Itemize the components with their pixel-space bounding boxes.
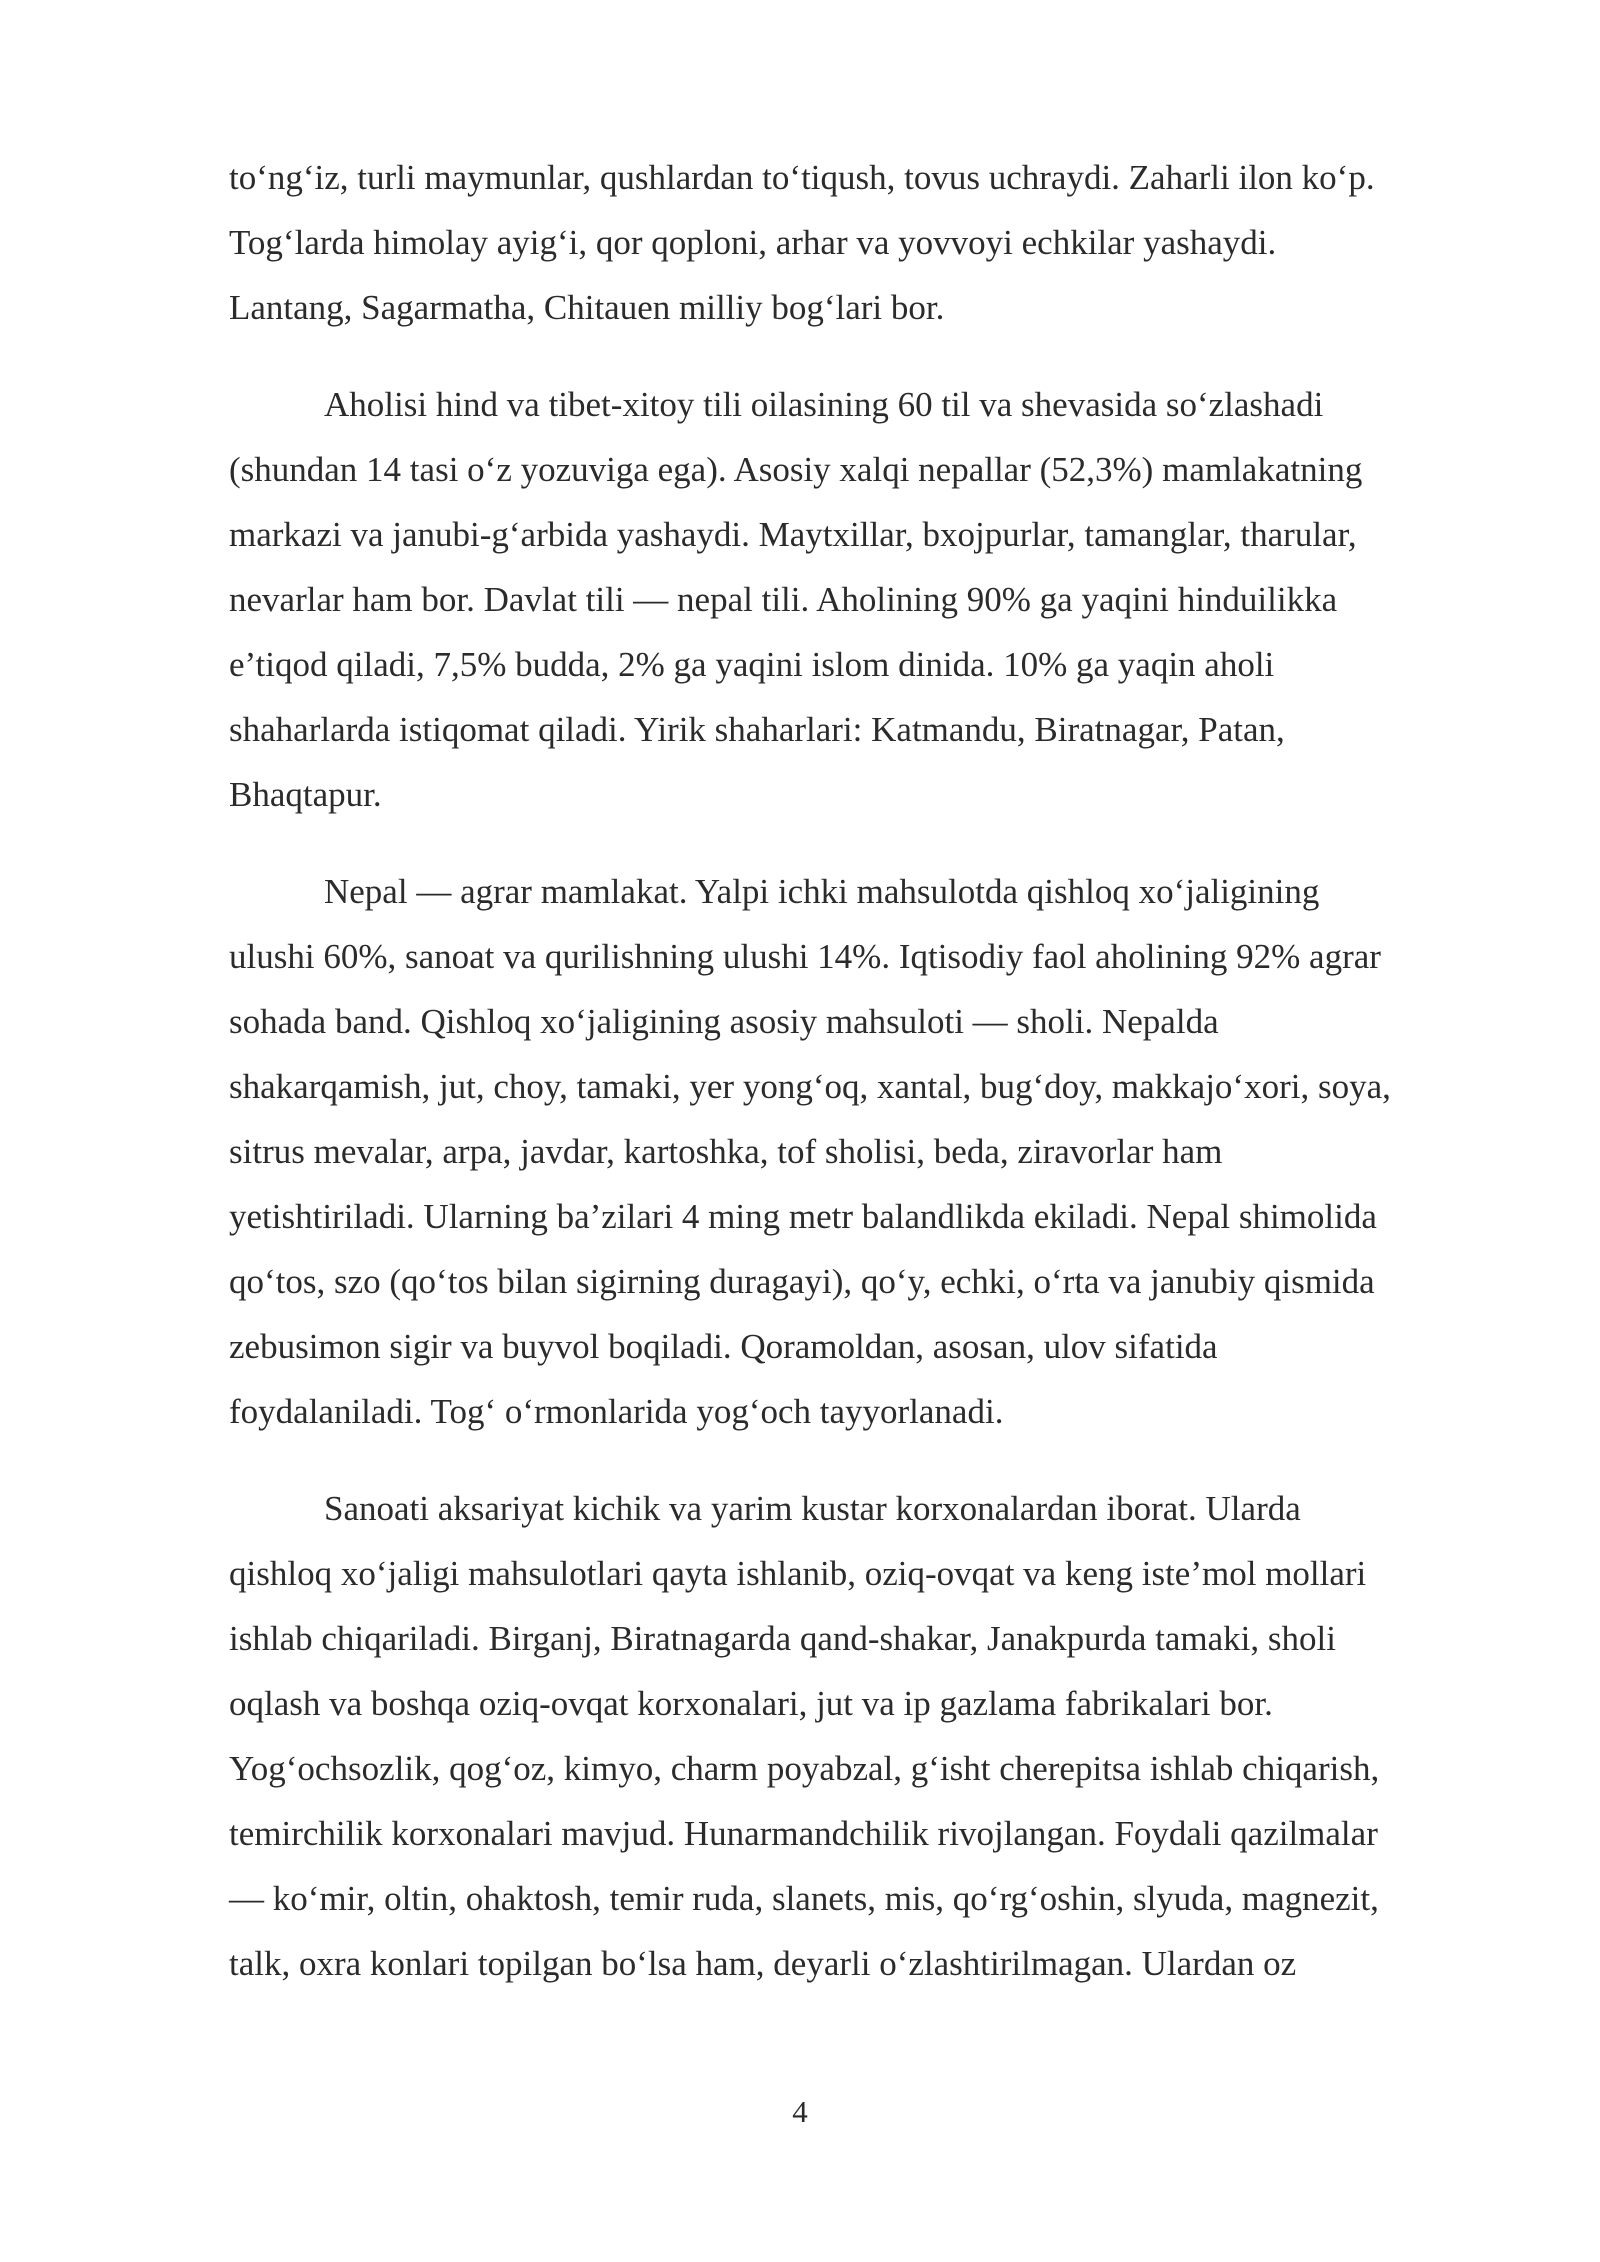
text-line: markazi va janubi-g‘arbida yashaydi. Maytxillar, bxojpurlar, tamanglar, tharular, [229, 515, 1357, 554]
text-line: shakarqamish, jut, choy, tamaki, yer yong‘oq, xantal, bug‘doy, makkajo‘xori, soya, [229, 1067, 1391, 1106]
text-line: Lantang, Sagarmatha, Chitauen milliy bog‘lari bor. [229, 288, 945, 327]
text-line: qo‘tos, szo (qo‘tos bilan sigirning duragayi), qo‘y, echki, o‘rta va janubiy qismida [229, 1262, 1375, 1301]
text-line: Yog‘ochsozlik, qog‘oz, kimyo, charm poyabzal, g‘isht cherepitsa ishlab chiqarish, [229, 1749, 1380, 1788]
text-line: yetishtiriladi. Ularning ba’zilari 4 ming metr balandlikda ekiladi. Nepal shimolida [229, 1197, 1377, 1236]
text-line: zebusimon sigir va buyvol boqiladi. Qoramoldan, asosan, ulov sifatida [229, 1327, 1218, 1366]
text-line: shaharlarda istiqomat qiladi. Yirik shaharlari: Katmandu, Biratnagar, Patan, [229, 710, 1285, 749]
paragraph [229, 145, 1529, 340]
text-line: nevarlar ham bor. Davlat tili — nepal tili. Aholining 90% ga yaqini hinduilikka [229, 580, 1338, 619]
text-line: qishloq xo‘jaligi mahsulotlari qayta ishlanib, oziq-ovqat va keng iste’mol mollari [229, 1554, 1367, 1593]
text-line: to‘ng‘iz, turli maymunlar, qushlardan to‘tiqush, tovus uchraydi. Zaharli ilon ko‘p. [229, 158, 1375, 197]
text-line: Bhaqtapur. [229, 775, 382, 814]
text-line: Nepal — agrar mamlakat. Yalpi ichki mahsulotda qishloq xo‘jaligining [324, 872, 1320, 911]
text-line: Sanoati aksariyat kichik va yarim kustar korxonalardan iborat. Ularda [324, 1489, 1301, 1528]
paragraph [229, 372, 1529, 827]
text-line: temirchilik korxonalari mavjud. Hunarmandchilik rivojlangan. Foydali qazilmalar [229, 1814, 1378, 1853]
text-line: ishlab chiqariladi. Birganj, Biratnagarda qand-shakar, Janakpurda tamaki, sholi [229, 1619, 1336, 1658]
page-number: 4 [792, 2094, 808, 2129]
text-line: ulushi 60%, sanoat va qurilishning ulushi 14%. Iqtisodiy faol aholining 92% agrar [229, 937, 1381, 976]
text-line: e’tiqod qiladi, 7,5% budda, 2% ga yaqini islom dinida. 10% ga yaqin aholi [229, 645, 1275, 684]
text-line: sohada band. Qishloq xo‘jaligining asosiy mahsuloti — sholi. Nepalda [229, 1002, 1219, 1041]
text-line: oqlash va boshqa oziq-ovqat korxonalari, jut va ip gazlama fabrikalari bor. [229, 1684, 1273, 1723]
text-line: Aholisi hind va tibet-xitoy tili oilasining 60 til va shevasida so‘zlashadi [324, 385, 1324, 424]
paragraph [229, 1476, 1529, 1996]
text-line: foydalaniladi. Tog‘ o‘rmonlarida yog‘och tayyorlanadi. [229, 1392, 1004, 1431]
text-line: (shundan 14 tasi o‘z yozuviga ega). Asosiy xalqi nepallar (52,3%) mamlakatning [229, 450, 1363, 489]
text-line: talk, oxra konlari topilgan bo‘lsa ham, deyarli o‘zlashtirilmagan. Ulardan oz [229, 1944, 1297, 1983]
paragraph [229, 859, 1529, 1444]
text-line: Tog‘larda himolay ayig‘i, qor qoploni, arhar va yovvoyi echkilar yashaydi. [229, 223, 1277, 262]
text-line: sitrus mevalar, arpa, javdar, kartoshka, tof sholisi, beda, ziravorlar ham [229, 1132, 1223, 1171]
text-line: — ko‘mir, oltin, ohaktosh, temir ruda, slanets, mis, qo‘rg‘oshin, slyuda, magnezit, [229, 1879, 1379, 1918]
document-body [229, 145, 1529, 2028]
